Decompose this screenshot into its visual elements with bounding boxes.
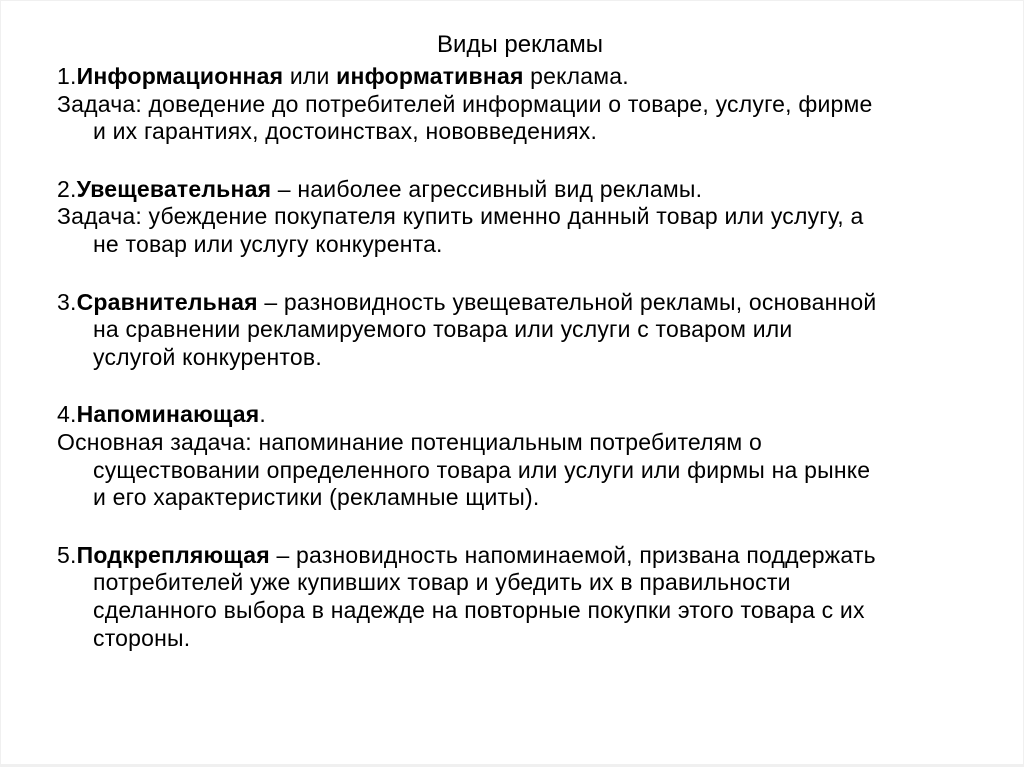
item-4-number: 4. [57, 401, 77, 428]
slide-title: Виды рекламы [437, 31, 603, 58]
item-4-heading-tail: . [259, 401, 267, 428]
item-2-term: Увещевательная [76, 175, 272, 202]
item-2-number: 2. [57, 175, 77, 202]
item-3-heading-line [57, 289, 983, 317]
item-3-heading-line-3: услугой конкурентов. [93, 343, 322, 370]
list-item-2 [57, 176, 983, 259]
item-2-heading-line [57, 176, 983, 204]
item-5-heading-line [57, 542, 983, 570]
item-3-heading-tail: – разновидность увещевательной рекламы, основанной [257, 288, 877, 315]
item-1-number: 1. [57, 63, 77, 89]
item-2-heading-tail: – наиболее агрессивный вид рекламы. [271, 175, 703, 202]
item-4-term: Напоминающая [76, 401, 260, 428]
item-4-heading-line [57, 401, 983, 429]
list-item-3 [57, 289, 983, 372]
item-2-task-line-1: Задача: убеждение покупателя купить именно данный товар или услугу, а [57, 203, 864, 230]
item-2-task-line-2: не товар или услугу конкурента. [93, 230, 443, 257]
item-3-number: 3. [57, 288, 77, 315]
item-1-heading-tail: реклама. [523, 63, 629, 89]
item-5-heading-line-2: потребителей уже купивших товар и убедить их в правильности [93, 569, 791, 596]
item-5-heading-tail: – разновидность напоминаемой, призвана поддержать [269, 541, 876, 568]
item-4-task-line-2: существовании определенного товара или услуги или фирмы на рынке [93, 456, 871, 483]
item-4-task-line-1: Основная задача: напоминание потенциальным потребителям о [57, 428, 763, 455]
list-item-1 [57, 63, 983, 146]
list-item-4 [57, 401, 983, 511]
item-3-heading-line-2: на сравнении рекламируемого товара или услуги с товаром или [93, 316, 793, 343]
item-1-term: Информационная [76, 63, 284, 89]
item-3-term: Сравнительная [76, 288, 258, 315]
item-5-heading-line-4: стороны. [93, 624, 191, 651]
item-5-number: 5. [57, 541, 77, 568]
item-1-task-line-2: и их гарантиях, достоинствах, нововведениях. [93, 118, 598, 145]
list-item-5 [57, 542, 983, 652]
item-1-term-2: информативная [336, 63, 524, 89]
item-4-task-line-3: и его характеристики (рекламные щиты). [93, 484, 540, 511]
item-1-heading-line [57, 63, 983, 91]
item-5-heading-line-3: сделанного выбора в надежде на повторные покупки этого товара с их [93, 596, 865, 623]
item-5-term: Подкрепляющая [76, 541, 270, 568]
slide-content [1, 1, 1023, 652]
item-1-mid-text: или [283, 63, 337, 89]
item-1-task-line-1: Задача: доведение до потребителей информации о товаре, услуге, фирме [57, 90, 873, 117]
